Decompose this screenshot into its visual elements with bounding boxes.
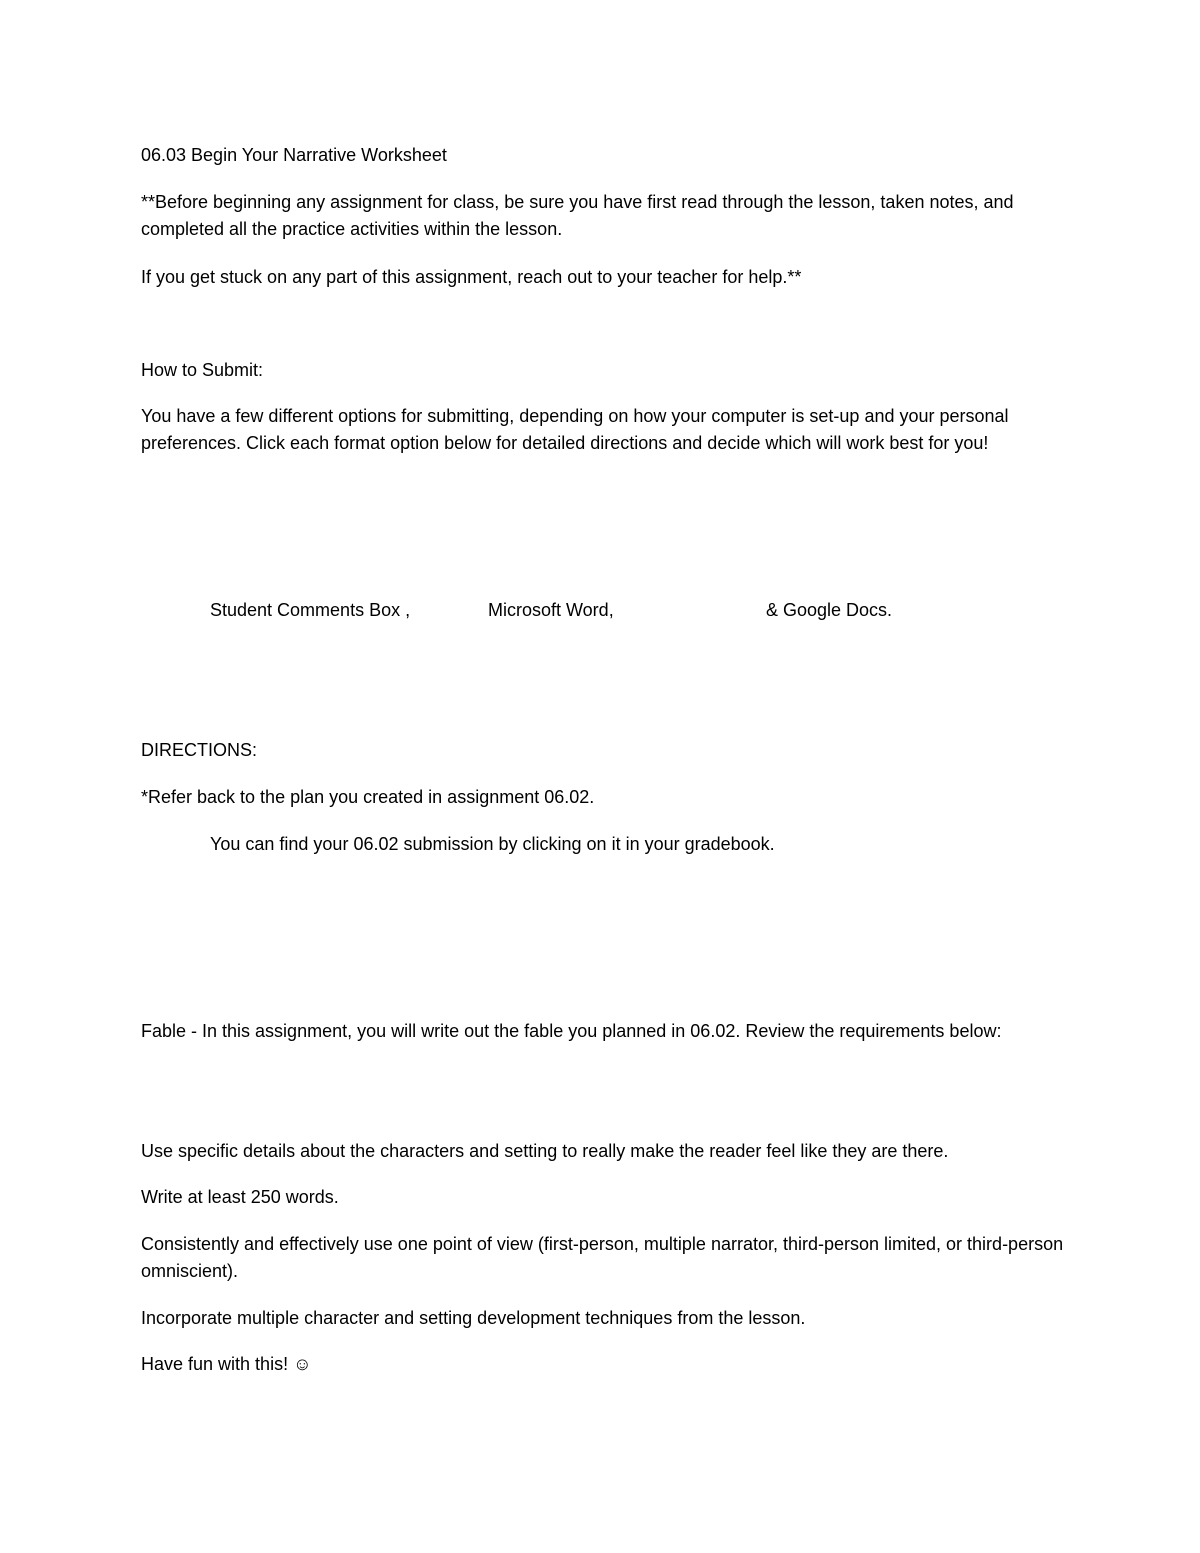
requirement-item: Incorporate multiple character and setting development techniques from the lesson. [141,1308,806,1328]
format-option-student-comments-box[interactable]: Student Comments Box , [210,600,411,620]
document-title: 06.03 Begin Your Narrative Worksheet [141,145,447,165]
format-options [210,597,1010,624]
submit-description: You have a few different options for submitting, depending on how your computer is set-up and your personal preferences. Click each format option below for detailed directions and decide which will work best for you! [141,406,1009,453]
requirement-item: Use specific details about the characters and setting to really make the reader feel like they are there. [141,1141,949,1161]
help-note: If you get stuck on any part of this assignment, reach out to your teacher for help.** [141,267,802,287]
requirement-item: Write at least 250 words. [141,1187,339,1207]
format-option-google-docs[interactable]: & Google Docs. [766,600,893,620]
format-option-microsoft-word[interactable]: Microsoft Word, [488,600,614,620]
directions-heading: DIRECTIONS: [141,740,258,760]
submit-heading: How to Submit: [141,360,264,380]
intro-note: **Before beginning any assignment for class, be sure you have first read through the lesson, taken notes, and completed all the practice activities within the lesson. [141,192,1014,239]
directions-refer: *Refer back to the plan you created in assignment 06.02. [141,787,595,807]
directions-find: You can find your 06.02 submission by clicking on it in your gradebook. [210,834,775,854]
requirement-item: Have fun with this! ☺ [141,1354,312,1374]
requirement-item: Consistently and effectively use one point of view (first-person, multiple narrator, third-person limited, or third-person omniscient). [141,1234,1064,1281]
fable-intro: Fable - In this assignment, you will write out the fable you planned in 06.02. Review the requirements below: [141,1021,1002,1041]
